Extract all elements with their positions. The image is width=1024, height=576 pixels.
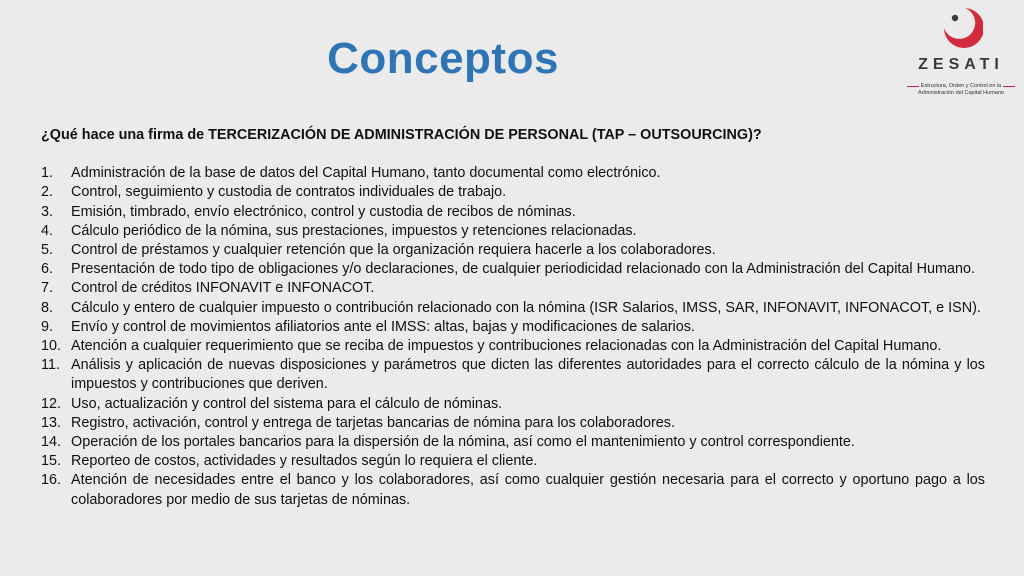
page-title: Conceptos (327, 34, 559, 83)
item-text: Atención de necesidades entre el banco y los colaboradores, así como cualquier gestión necesaria para el correcto y oportuno pago a los colaboradores por medio de sus tarjetas de nóminas. (71, 472, 985, 508)
item-number: 16. (41, 472, 62, 489)
item-number: 2. (41, 184, 54, 201)
item-text: Cálculo y entero de cualquier impuesto o contribución relacionado con la nómina (ISR Salarios, IMSS, SAR, INFONAVIT, INFONACOT, e ISN). (71, 299, 981, 316)
item-text: Atención a cualquier requerimiento que se reciba de impuestos y contribuciones relacionadas con la Administración del Capital Humano. (71, 338, 942, 355)
list-item (41, 241, 985, 260)
list-item (41, 433, 985, 452)
list-item (41, 260, 985, 279)
list-item (41, 164, 985, 183)
item-number: 9. (41, 318, 54, 335)
item-number: 4. (41, 222, 54, 239)
item-text: Administración de la base de datos del Capital Humano, tanto documental como electrónico. (71, 165, 661, 182)
concepts-list (41, 164, 985, 510)
item-number: 8. (41, 299, 54, 316)
item-text: Control, seguimiento y custodia de contratos individuales de trabajo. (71, 184, 507, 201)
list-item (41, 414, 985, 433)
item-number: 13. (41, 414, 62, 431)
item-text: Control de créditos INFONAVIT e INFONACOT. (71, 280, 375, 297)
list-item (41, 279, 985, 298)
item-number: 6. (41, 261, 54, 278)
item-text: Control de préstamos y cualquier retención que la organización requiera hacerle a los colaboradores. (71, 242, 716, 259)
list-item (41, 203, 985, 222)
item-text: Emisión, timbrado, envío electrónico, control y custodia de recibos de nóminas. (71, 203, 576, 220)
logo-tagline-line1: Estructura, Orden y Control en la (920, 83, 1002, 89)
list-item (41, 337, 985, 356)
item-number: 15. (41, 453, 62, 470)
item-number: 11. (41, 357, 60, 374)
item-number: 10. (41, 338, 62, 355)
slide-body (41, 126, 985, 510)
item-number: 3. (41, 203, 54, 220)
list-item (41, 356, 985, 394)
item-text: Uso, actualización y control del sistema para el cálculo de nóminas. (71, 395, 503, 412)
crescent-moon-icon (941, 6, 983, 52)
item-text: Cálculo periódico de la nómina, sus prestaciones, impuestos y retenciones relacionadas. (71, 222, 637, 239)
item-number: 7. (41, 280, 54, 297)
item-text: Operación de los portales bancarios para la dispersión de la nómina, así como el mantenimiento y control correspondiente. (71, 434, 855, 451)
item-text: Análisis y aplicación de nuevas disposiciones y parámetros que dicten las diferentes autoridades para el correcto cálculo de la nómina y los impuestos y contribuciones que deriven. (71, 357, 985, 393)
item-text: Registro, activación, control y entrega de tarjetas bancarias de nómina para los colaboradores. (71, 414, 675, 431)
question-heading: ¿Qué hace una firma de TERCERIZACIÓN DE ADMINISTRACIÓN DE PERSONAL (TAP – OUTSOURCING)? (41, 127, 762, 143)
logo-tagline-line2: Administración del Capital Humano (918, 90, 1004, 96)
company-logo (905, 6, 1017, 96)
item-number: 1. (41, 165, 54, 182)
logo-wordmark: ZESATI (918, 56, 1004, 73)
list-item (41, 183, 985, 202)
list-item (41, 471, 985, 509)
list-item (41, 299, 985, 318)
item-number: 12. (41, 395, 62, 412)
item-text: Reporteo de costos, actividades y resultados según lo requiera el cliente. (71, 453, 538, 470)
list-item (41, 395, 985, 414)
list-item (41, 452, 985, 471)
item-number: 5. (41, 242, 54, 259)
list-item (41, 222, 985, 241)
item-number: 14. (41, 434, 62, 451)
list-item (41, 318, 985, 337)
item-text: Envío y control de movimientos afiliatorios ante el IMSS: altas, bajas y modificaciones de salarios. (71, 318, 695, 335)
item-text: Presentación de todo tipo de obligaciones y/o declaraciones, de cualquier periodicidad relacionado con la Administración del Capital Humano. (71, 261, 975, 278)
